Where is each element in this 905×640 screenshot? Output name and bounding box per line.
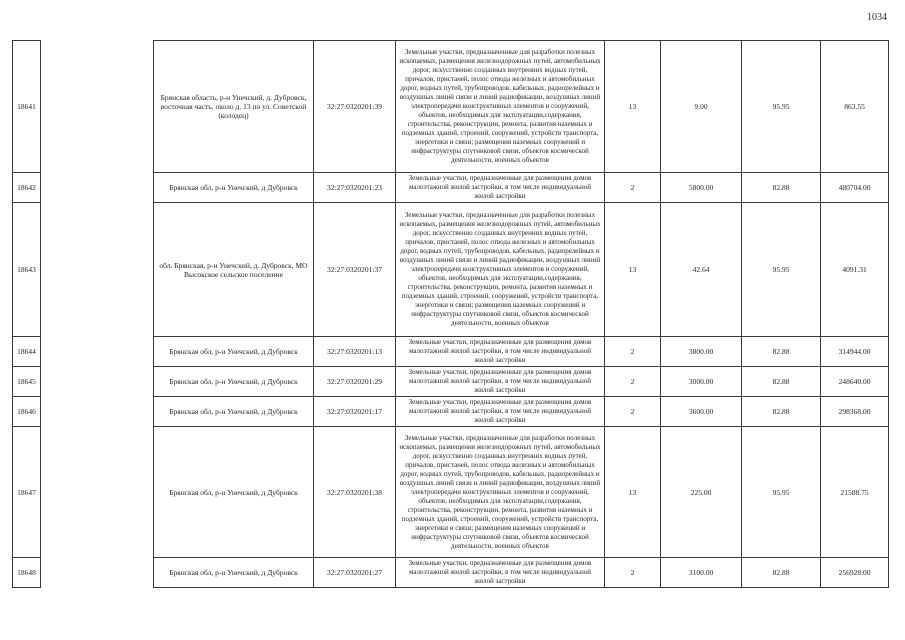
cadastral-number-cell: 32:27:0320201:23 <box>314 173 396 203</box>
spacer-cell <box>41 41 154 173</box>
value-cell: 3800.00 <box>661 337 742 367</box>
amount-cell: 314944.00 <box>821 337 889 367</box>
percent-cell: 82.88 <box>742 337 821 367</box>
cadastral-number-cell: 32:27:0320201:37 <box>314 203 396 337</box>
row-id-cell: 18644 <box>13 337 41 367</box>
location-cell: Брянская обл, р-н Унечский, д Дубровск <box>154 397 314 427</box>
location-cell: Брянская обл, р-н Унечский, д Дубровск <box>154 427 314 558</box>
row-id-cell: 18646 <box>13 397 41 427</box>
table-row <box>13 397 889 427</box>
value-cell: 3100.00 <box>661 558 742 588</box>
location-cell: обл. Брянская, р-н Унечский, д. Дубровск, МО Высокское сельское поселение <box>154 203 314 337</box>
row-id-cell: 18647 <box>13 427 41 558</box>
land-category-cell: Земельные участки, предназначенные для размещения домов малоэтажной жилой застройки, в том числе индивидуальной жилой застройки <box>396 367 605 397</box>
spacer-cell <box>41 558 154 588</box>
table-row <box>13 337 889 367</box>
value-cell: 225.00 <box>661 427 742 558</box>
amount-cell: 298368.00 <box>821 397 889 427</box>
value-cell: 3600.00 <box>661 397 742 427</box>
percent-cell: 82.88 <box>742 558 821 588</box>
location-cell: Брянская область, р-н Унечский, д. Дубровск, восточная часть, около д. 13 по ул. Советской (колодец) <box>154 41 314 173</box>
land-category-cell: Земельные участки, предназначенные для размещения домов малоэтажной жилой застройки, в том числе индивидуальной жилой застройки <box>396 173 605 203</box>
cadastral-number-cell: 32:27:0320201:38 <box>314 427 396 558</box>
land-category-cell: Земельные участки, предназначенные для разработки полезных ископаемых, размещения железнодорожных путей, автомобильных дорог, искусственно созданных внутренних водных путей, причалов, пристаней, полос отвода железных и автомобильных дорог, водных путей, трубопроводов, кабельных, радиорелейных и воздушных линий связи и линий радиофикации, воздушных линий электропередачи конструктивных элементов и сооружений, объектов, необходимых для эксплуатации,содержания, строительства, реконструкции, ремонта, развития наземных и подземных зданий, строений, сооружений, устройств транспорта, энергетики и связи; размещения наземных сооружений и инфраструктуры спутниковой связи, объектов космической деятельности, военных объектов <box>396 203 605 337</box>
value-cell: 3000.00 <box>661 367 742 397</box>
table-row <box>13 173 889 203</box>
count-cell: 2 <box>605 397 661 427</box>
count-cell: 13 <box>605 427 661 558</box>
land-category-cell: Земельные участки, предназначенные для размещения домов малоэтажной жилой застройки, в том числе индивидуальной жилой застройки <box>396 337 605 367</box>
percent-cell: 95.95 <box>742 427 821 558</box>
land-category-cell: Земельные участки, предназначенные для размещения домов малоэтажной жилой застройки, в том числе индивидуальной жилой застройки <box>396 558 605 588</box>
cadastral-number-cell: 32:27:0320201:39 <box>314 41 396 173</box>
location-cell: Брянская обл, р-н Унечский, д Дубровск <box>154 558 314 588</box>
count-cell: 2 <box>605 337 661 367</box>
page-number: 1034 <box>867 12 887 23</box>
amount-cell: 21588.75 <box>821 427 889 558</box>
value-cell: 42.64 <box>661 203 742 337</box>
percent-cell: 82.88 <box>742 397 821 427</box>
percent-cell: 95.95 <box>742 41 821 173</box>
amount-cell: 4091.31 <box>821 203 889 337</box>
table-row <box>13 427 889 558</box>
percent-cell: 82.88 <box>742 367 821 397</box>
amount-cell: 480704.00 <box>821 173 889 203</box>
table-row <box>13 41 889 173</box>
spacer-cell <box>41 427 154 558</box>
cadastral-number-cell: 32:27:0320201:17 <box>314 397 396 427</box>
percent-cell: 82.88 <box>742 173 821 203</box>
table-row <box>13 367 889 397</box>
location-cell: Брянская обл, р-н Унечский, д Дубровск <box>154 367 314 397</box>
cadastral-number-cell: 32:27:0320201:13 <box>314 337 396 367</box>
cadastral-number-cell: 32:27:0320201:29 <box>314 367 396 397</box>
land-category-cell: Земельные участки, предназначенные для разработки полезных ископаемых, размещения железнодорожных путей, автомобильных дорог, искусственно созданных внутренних водных путей, причалов, пристаней, полос отвода железных и автомобильных дорог, водных путей, трубопроводов, кабельных, радиорелейных и воздушных линий связи и линий радиофикации, воздушных линий электропередачи конструктивных элементов и сооружений, объектов, необходимых для эксплуатации,содержания, строительства, реконструкции, ремонта, развития наземных и подземных зданий, строений, сооружений, устройств транспорта, энергетики и связи; размещения наземных сооружений и инфраструктуры спутниковой связи, объектов космической деятельности, военных объектов <box>396 427 605 558</box>
percent-cell: 95.95 <box>742 203 821 337</box>
location-cell: Брянская обл, р-н Унечский, д Дубровск <box>154 173 314 203</box>
value-cell: 5800.00 <box>661 173 742 203</box>
row-id-cell: 18643 <box>13 203 41 337</box>
count-cell: 2 <box>605 367 661 397</box>
spacer-cell <box>41 337 154 367</box>
count-cell: 2 <box>605 558 661 588</box>
count-cell: 2 <box>605 173 661 203</box>
land-parcels-table <box>12 40 889 588</box>
cadastral-number-cell: 32:27:0320201:27 <box>314 558 396 588</box>
land-category-cell: Земельные участки, предназначенные для разработки полезных ископаемых, размещения железнодорожных путей, автомобильных дорог, искусственно созданных внутренних водных путей, причалов, пристаней, полос отвода железных и автомобильных дорог, водных путей, трубопроводов, кабельных, радиорелейных и воздушных линий связи и линий радиофикации, воздушных линий электропередачи конструктивных элементов и сооружений, объектов, необходимых для эксплуатации,содержания, строительства, реконструкции, ремонта, развития наземных и подземных зданий, строений, сооружений, устройств транспорта, энергетики и связи; размещения наземных сооружений и инфраструктуры спутниковой связи, объектов космической деятельности, военных объектов <box>396 41 605 173</box>
spacer-cell <box>41 367 154 397</box>
spacer-cell <box>41 397 154 427</box>
value-cell: 9.00 <box>661 41 742 173</box>
row-id-cell: 18645 <box>13 367 41 397</box>
spacer-cell <box>41 173 154 203</box>
land-category-cell: Земельные участки, предназначенные для размещения домов малоэтажной жилой застройки, в том числе индивидуальной жилой застройки <box>396 397 605 427</box>
row-id-cell: 18642 <box>13 173 41 203</box>
location-cell: Брянская обл, р-н Унечский, д Дубровск <box>154 337 314 367</box>
amount-cell: 256928.00 <box>821 558 889 588</box>
spacer-cell <box>41 203 154 337</box>
count-cell: 13 <box>605 41 661 173</box>
amount-cell: 863.55 <box>821 41 889 173</box>
table-row <box>13 558 889 588</box>
amount-cell: 248640.00 <box>821 367 889 397</box>
table-row <box>13 203 889 337</box>
row-id-cell: 18648 <box>13 558 41 588</box>
count-cell: 13 <box>605 203 661 337</box>
row-id-cell: 18641 <box>13 41 41 173</box>
